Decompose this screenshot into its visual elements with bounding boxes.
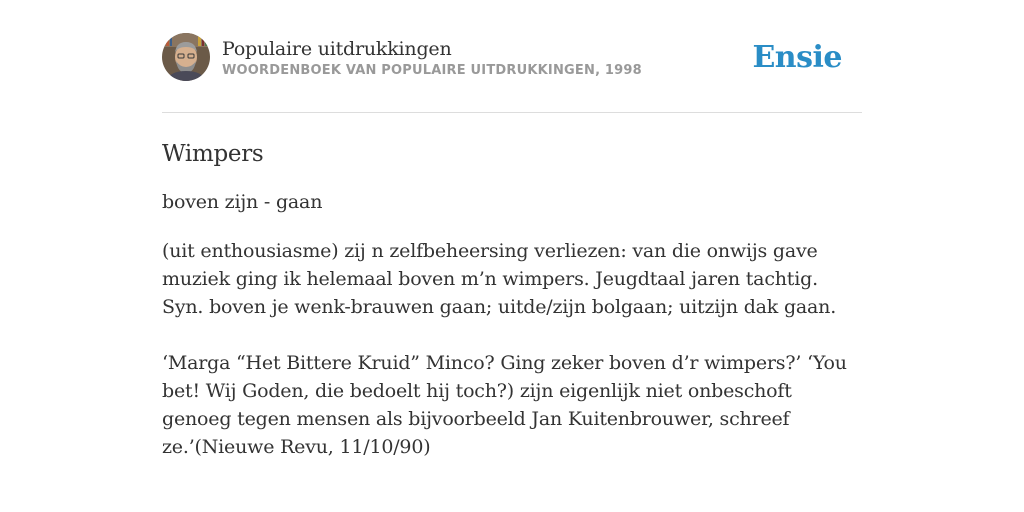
avatar[interactable]: [162, 33, 210, 81]
source-title[interactable]: Populaire uitdrukkingen: [222, 37, 452, 60]
source-subtitle: WOORDENBOEK VAN POPULAIRE UITDRUKKINGEN, 1998: [222, 62, 642, 78]
entry-sense: boven zijn - gaan: [162, 191, 323, 213]
entry-definition: (uit enthousiasme) zij n zelfbeheersing verliezen: van die onwijs gave muziek ging ik helemaal boven m’n wimpers. Jeugdtaal jaren tachtig. Syn. boven je wenk-brauwen gaan; uitde/zijn bolgaan; uitzijn dak gaan.: [162, 240, 837, 318]
source-info: [222, 37, 752, 78]
entry-body: [162, 237, 862, 461]
source-header: [162, 0, 862, 113]
entry-quote: ‘Marga “Het Bittere Kruid” Minco? Ging zeker boven d’r wimpers?’ ‘You bet! Wij Goden, die bedoelt hij toch?) zijn eigenlijk niet onbeschoft genoeg tegen mensen als bijvoorbeeld Jan Kuitenbrouwer, schreef ze.’(Nieuwe Revu, 11/10/90): [162, 352, 847, 458]
ensie-logo[interactable]: Ensie: [752, 39, 842, 75]
entry-headword: Wimpers: [162, 141, 264, 167]
